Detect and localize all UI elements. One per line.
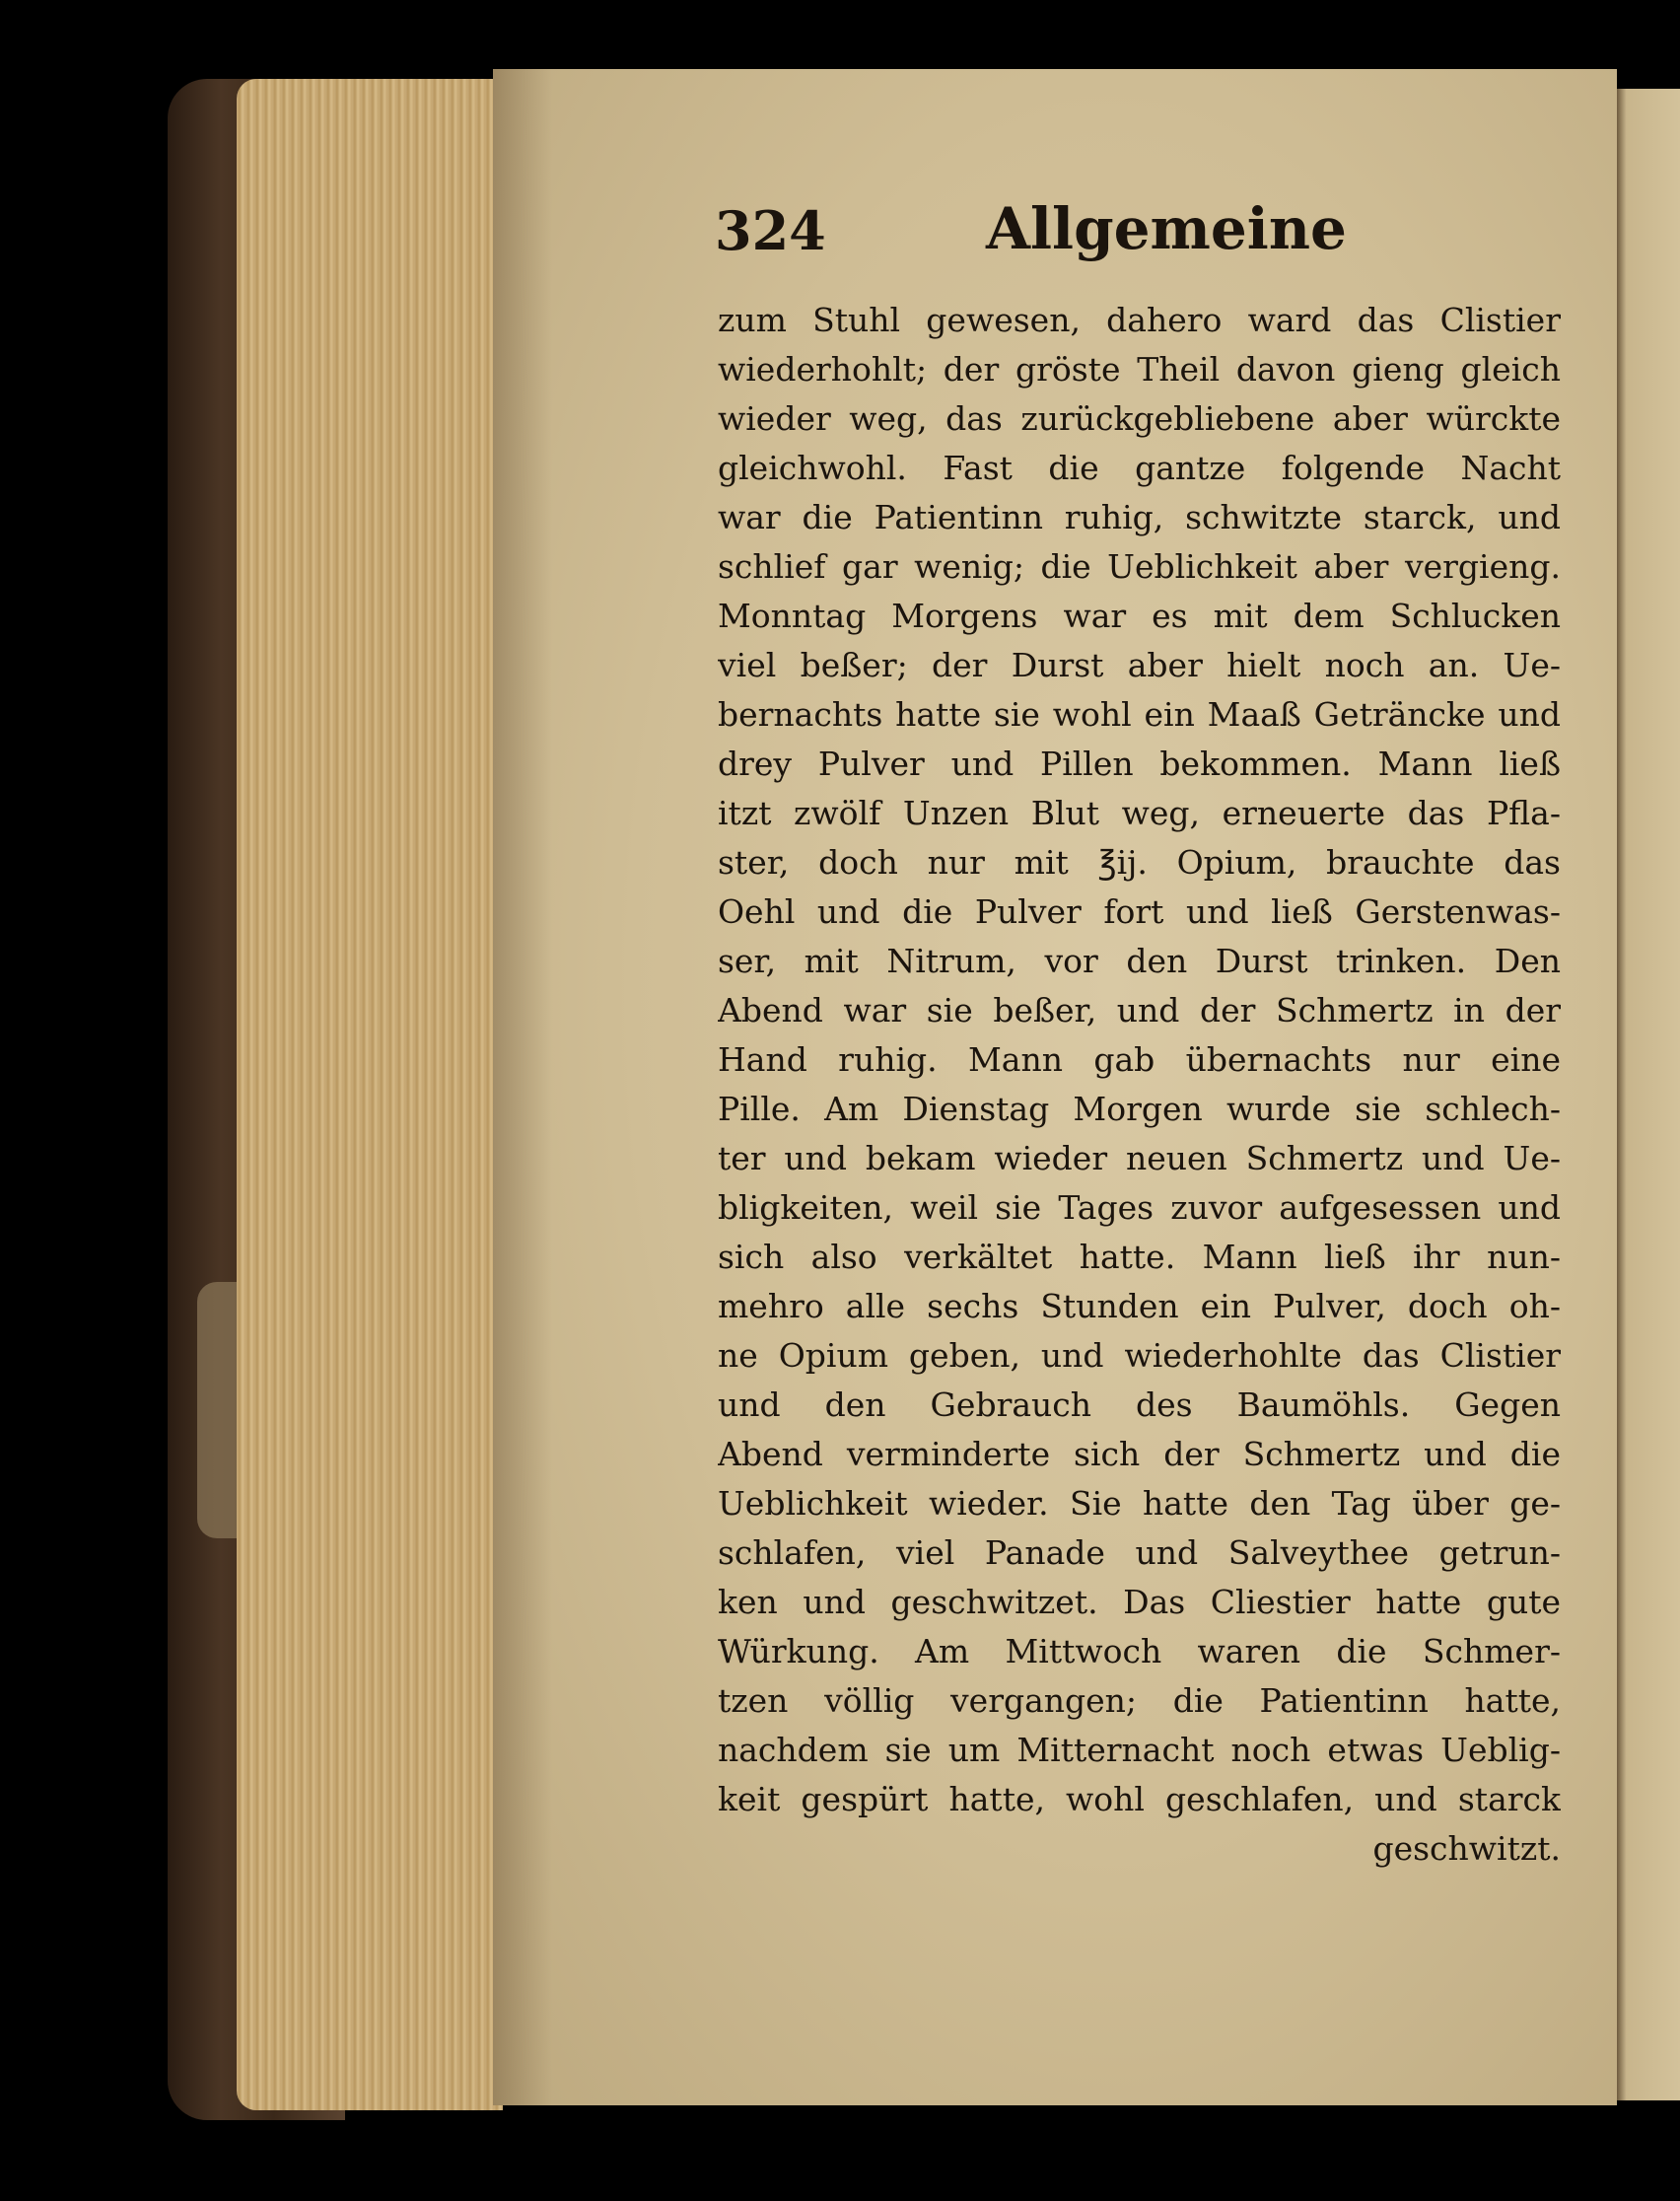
text-line: Ueblichkeit wieder. Sie hatte den Tag über ge- <box>718 1484 1561 1523</box>
text-line: schlafen, viel Panade und Salveythee getrun- <box>718 1533 1561 1572</box>
page-edges <box>237 79 503 2110</box>
page-body-text <box>718 296 1561 1874</box>
text-line: schlief gar wenig; die Ueblichkeit aber vergieng. <box>718 547 1561 586</box>
page-gutter-shadow <box>493 69 552 2105</box>
text-line: bernachts hatte sie wohl ein Maaß Geträncke und <box>718 695 1561 734</box>
text-line: wiederhohlt; der gröste Theil davon gieng gleich <box>718 350 1561 389</box>
text-line: sich also verkältet hatte. Mann ließ ihr nun- <box>718 1238 1561 1276</box>
text-line: wieder weg, das zurückgebliebene aber würckte <box>718 399 1561 438</box>
text-line: Pille. Am Dienstag Morgen wurde sie schlech- <box>718 1090 1561 1128</box>
text-line: nachdem sie um Mitternacht noch etwas Ueblig- <box>718 1731 1561 1769</box>
text-line: und den Gebrauch des Baumöhls. Gegen <box>718 1385 1561 1424</box>
catchword: geschwitzt. <box>1372 1829 1561 1868</box>
text-line: ter und bekam wieder neuen Schmertz und Ue- <box>718 1139 1561 1177</box>
text-line: Oehl und die Pulver fort und ließ Gerstenwas- <box>718 892 1561 931</box>
text-line: Abend verminderte sich der Schmertz und die <box>718 1435 1561 1473</box>
text-line: tzen völlig vergangen; die Patientinn hatte, <box>718 1681 1561 1720</box>
text-line: keit gespürt hatte, wohl geschlafen, und starck <box>718 1780 1561 1818</box>
facing-page-edge <box>1617 89 1680 2100</box>
text-line: ne Opium geben, und wiederhohlte das Clistier <box>718 1336 1561 1375</box>
text-line: ster, doch nur mit ℥ij. Opium, brauchte das <box>718 843 1561 882</box>
text-line: Hand ruhig. Mann gab übernachts nur eine <box>718 1040 1561 1079</box>
text-line: zum Stuhl gewesen, dahero ward das Clistier <box>718 301 1561 339</box>
text-line: drey Pulver und Pillen bekommen. Mann ließ <box>718 745 1561 783</box>
text-line: gleichwohl. Fast die gantze folgende Nacht <box>718 449 1561 487</box>
text-line: war die Patientinn ruhig, schwitzte starck, und <box>718 498 1561 536</box>
text-line: ser, mit Nitrum, vor den Durst trinken. Den <box>718 942 1561 980</box>
text-line: itzt zwölf Unzen Blut weg, erneuerte das Pfla- <box>718 794 1561 832</box>
text-line: mehro alle sechs Stunden ein Pulver, doch oh- <box>718 1287 1561 1325</box>
text-line: bligkeiten, weil sie Tages zuvor aufgesessen und <box>718 1188 1561 1227</box>
page-number: 324 <box>715 199 826 262</box>
text-line: Abend war sie beßer, und der Schmertz in der <box>718 991 1561 1030</box>
running-head: Allgemeine <box>986 195 1347 262</box>
page-header <box>715 187 1563 276</box>
text-line: Würkung. Am Mittwoch waren die Schmer- <box>718 1632 1561 1670</box>
text-line: Monntag Morgens war es mit dem Schlucken <box>718 597 1561 635</box>
text-line: ken und geschwitzet. Das Cliestier hatte gute <box>718 1583 1561 1621</box>
text-line: viel beßer; der Durst aber hielt noch an. Ue- <box>718 646 1561 684</box>
